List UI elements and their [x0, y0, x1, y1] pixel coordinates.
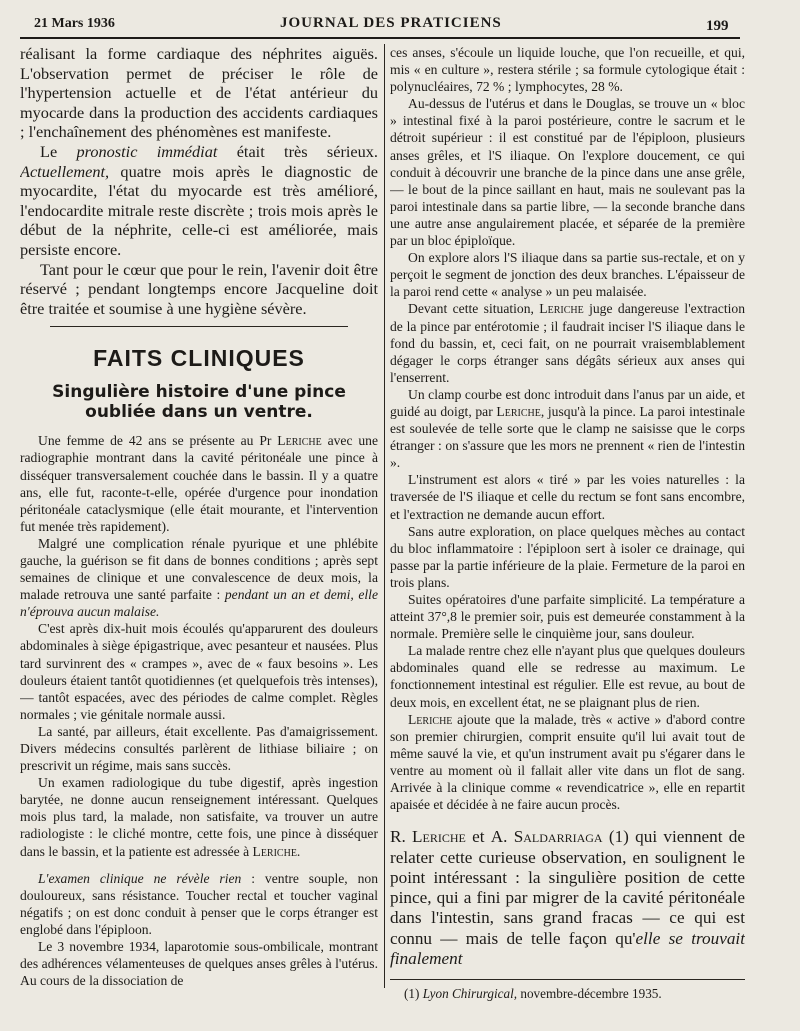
paragraph: Sans autre exploration, on place quelques mèches au contact du bloc inflammatoire : l'épiploon sert à isoler ce drainage, qui passe par la partie inférieure de la plaie. Fermeture de la paroi en trois plans.: [390, 523, 745, 590]
paragraph: Le pronostic immédiat était très sérieux. Actuellement, quatre mois après le diagnostic de myocardite, l'état du myocarde est très amélioré, l'endocardite mitrale reste discrète ; trois mois après le début de la néphrite, celle-ci est améliorée, mais persiste encore.: [20, 141, 378, 259]
footnote-rule: [390, 979, 745, 980]
issue-date: 21 Mars 1936: [34, 16, 115, 31]
journal-title: JOURNAL DES PRATICIENS: [280, 15, 502, 31]
paragraph: L'instrument est alors « tiré » par les voies naturelles : la traversée de l'S iliaque et celle du rectum se font sans encombre, et l'extraction ne demande aucun effort.: [390, 472, 745, 522]
page-number: 199: [706, 18, 729, 34]
paragraph: R. Leriche et A. Saldarriaga (1) qui viennent de relater cette curieuse observation, en soulignent le point intéressant : la singulière position de cette pince, qui a fini par migrer de la cavité péritonéale dans l'intestin, sans grand fracas — ce qui est connu — mais de telle façon qu'elle se trouvait finalement: [390, 827, 745, 968]
paragraph: Tant pour le cœur que pour le rein, l'avenir doit être réservé ; pendant longtemps encore Jacqueline doit être traitée et soumise à une hygiène sévère.: [20, 259, 378, 318]
section-title: FAITS CLINIQUES: [93, 345, 305, 372]
section-rule: [50, 326, 348, 327]
paragraph: Leriche ajoute que la malade, très « active » d'abord contre son premier chirurgien, comprit ensuite qu'il lui avait tout de même sauvé la vie, et qu'un instrument avait pu s'égarer dans le ventre au moment où il fallait aller vite dans un flot de sang. Arrivée à la clinique comme « revendicatrice », elle en repartit apaisée et décidée à ne faire aucun procès.: [390, 711, 745, 813]
footnote: (1) Lyon Chirurgical, novembre-décembre 1935.: [404, 986, 662, 1002]
left-column: [20, 44, 378, 1019]
paragraph: La santé, par ailleurs, était excellente. Pas d'amaigrissement. Divers médecins consultés parlèrent de lithiase biliaire ; on prescrivit un régime, mais sans succès.: [20, 723, 378, 774]
paragraph: L'examen clinique ne révèle rien : ventre souple, non douloureux, sans résistance. Toucher rectal et toucher vaginal négatifs ; on est donc conduit à penser que le corps étranger est englobé dans l'épiploon.: [20, 870, 378, 937]
paragraph: Le 3 novembre 1934, laparotomie sous-ombilicale, montrant des adhérences vélamenteuses de quelques anses grêles à l'utérus. Au cours de la dissociation de: [20, 939, 378, 989]
paragraph: Une femme de 42 ans se présente au Pr Leriche avec une radiographie montrant dans la cavité péritonéale une pince à disséquer transversalement couchée dans le bassin. Il y a quatre ans, elle fut, raconte-t-elle, opérée d'urgence pour inondation péritonéale cataclysmique (elle était mourante, et l'intervention fut menée très rapidement).: [20, 433, 378, 534]
paragraph: Suites opératoires d'une parfaite simplicité. La température a atteint 37°,8 le premier soir, puis est demeurée constamment à la normale. Première selle le cinquième jour, sans douleur.: [390, 592, 745, 642]
paragraph: Un examen radiologique du tube digestif, après ingestion barytée, ne donne aucun renseignement intéressant. Quelques mois plus tard, la malade, non satisfaite, va trouver un autre radiologiste : le cliché montre, cette fois, une pince à disséquer dans le bassin, et la patiente est adressée à Leriche.: [20, 775, 378, 859]
column-separator: [384, 44, 385, 988]
paragraph: On explore alors l'S iliaque dans sa partie sus-rectale, et on y perçoit le segment de jonction des deux branches. L'épaisseur de la paroi rend cette « analyse » un peu malaisée.: [390, 250, 745, 300]
paragraph: Malgré une complication rénale pyurique et une phlébite gauche, la guérison se fit dans de bonnes conditions ; après sept semaines de clinique et une convalescence de deux mois, la malade retrouva une santé parfaite : pendant un an et demi, elle n'éprouva aucun malaise.: [20, 535, 378, 620]
paragraph: Au-dessus de l'utérus et dans le Douglas, se trouve un « bloc » intestinal fixé à la paroi postérieure, contre le sacrum et le détroit supérieur : il est constitué par de l'épiploon, plusieurs anses grêles, et l'S iliaque. On l'explore doucement, ce qui conduit à découvrir une branche de la pince dans une anse grêle, — le bout de la pince saillant en haut, mais ne soulevant pas la paroi intestinale dans sa partie libre, — la seconde branche dans une autre anse angulairement placée, et séparée de la première par un bloc épiploïque.: [390, 96, 745, 249]
paragraph: Devant cette situation, Leriche juge dangereuse l'extraction de la pince par entérotomie ; il faudrait inciser l'S iliaque dans le fond du bassin, et, ceci fait, on ne pourrait vraisemblablement dégager le corps étranger sans dégâts sérieux aux anses qui l'enserrent.: [390, 301, 745, 385]
header-rule: [20, 37, 740, 39]
page-header: [0, 0, 800, 40]
paragraph: La malade rentre chez elle n'ayant plus que quelques douleurs abdominales quand elle se redresse au maximum. Le fonctionnement intestinal est régulier. Elle est revue, au bout de deux mois, en excellent état, ne se plaignant plus de rien.: [390, 643, 745, 710]
right-column: [390, 44, 745, 1019]
paragraph: Un clamp courbe est donc introduit dans l'anus par un aide, et guidé au doigt, par Leriche, jusqu'à la pince. La paroi intestinale est soulevée de telle sorte que le clamp ne saisisse que le corps étranger : on s'assure que les mors ne prennent « rien de l'intestin ».: [390, 386, 745, 471]
paragraph: ces anses, s'écoule un liquide louche, que l'on recueille, et qui, mis « en culture », restera stérile ; sa formule cytologique était : polynucléaires, 72 % ; lymphocytes, 28 %.: [390, 45, 745, 95]
paragraph: réalisant la forme cardiaque des néphrites aiguës. L'observation permet de préciser le rôle de l'hypertension actuelle et de l'état antérieur du myocarde dans la production des accidents cardiaques ; l'enchaînement des phénomènes est manifeste.: [20, 44, 378, 142]
paragraph: C'est après dix-huit mois écoulés qu'apparurent des douleurs abdominales à siège épigastrique, avec pesanteur et nausées. Plus tard survinrent des « crampes », avec de « faux besoins ». Les douleurs étaient tantôt quotidiennes (et quelquefois très intenses), — tantôt espacées, avec des périodes de calme complet. Règles normales ; vie génitale normale aussi.: [20, 621, 378, 722]
article-title: Singulière histoire d'une pince oubliée dans un ventre.: [52, 382, 346, 423]
